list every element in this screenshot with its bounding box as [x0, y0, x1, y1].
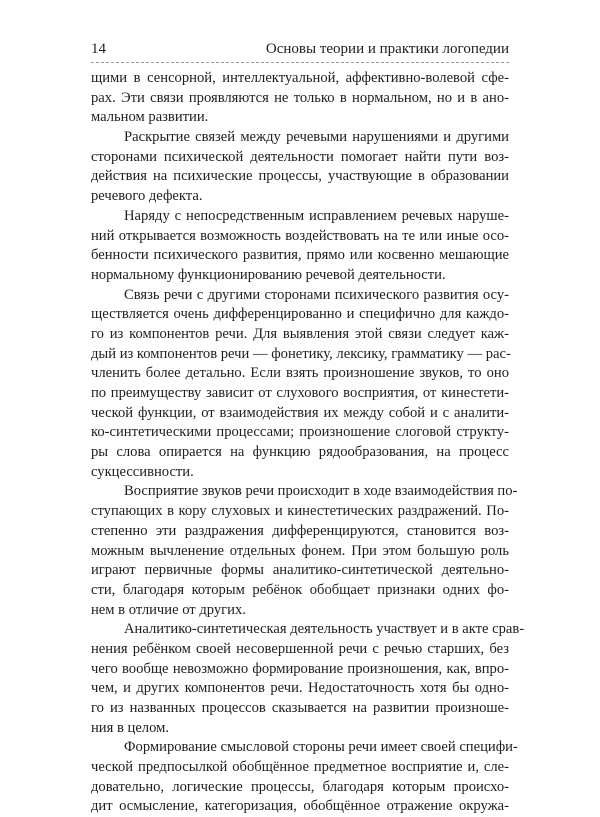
text-line: го из компонентов речи. Для выявления этой связи следует каж- — [91, 325, 509, 342]
text-line: Формирование смысловой стороны речи имеет своей специфи- — [124, 739, 518, 756]
text-line: ступающих в кору слуховых и кинестетических раздражений. По- — [91, 503, 509, 520]
text-line: дит осмысление, категоризация, обобщённое отражение окружа- — [91, 798, 509, 815]
text-line: ческой предпосылкой обобщённое предметное восприятие и, сле- — [91, 759, 509, 776]
text-line: бенности психического развития, прямо или косвенно мешающие — [91, 247, 509, 264]
text-line: Аналитико-синтетическая деятельность участвует и в акте срав- — [124, 621, 525, 638]
paragraph — [91, 482, 518, 620]
text-line: членить более детально. Если взять произношение звуков, то оно — [91, 365, 509, 382]
text-line: ществляется очень дифференцированно и специфично для каждо- — [91, 306, 509, 323]
text-line: Восприятие звуков речи происходит в ходе взаимодействия по- — [124, 483, 518, 500]
paragraph — [91, 620, 525, 738]
text-line: Связь речи с другими сторонами психического развития осу- — [124, 286, 509, 303]
paragraph — [91, 286, 509, 483]
text-line: играют первичные формы аналитико-синтетической деятельно- — [91, 562, 509, 579]
page-number: 14 — [91, 41, 106, 57]
text-line: сукцессивности. — [91, 463, 194, 480]
text-line: можным вычленение отдельных фонем. При этом большую роль — [91, 542, 509, 559]
text-line: ры слова опирается на функцию рядообразования, на процесс — [91, 444, 509, 461]
text-line: дый из компонентов речи — фонетику, лексику, грамматику — рас- — [91, 345, 511, 362]
text-line: ний открывается возможность воздействовать на те или иные осо- — [91, 227, 509, 244]
paragraph — [91, 738, 518, 817]
text-line: сти, благодаря которым ребёнок обобщает признаки одних фо- — [91, 581, 509, 598]
text-line: Наряду с непосредственным исправлением речевых наруше- — [124, 207, 509, 224]
text-line: чего вообще невозможно формирование произношения, как, впро- — [91, 660, 509, 677]
text-line: действия на психические процессы, участвующие в образовании — [91, 168, 509, 185]
text-line: нения ребёнком своей несовершенной речи с речью старших, без — [91, 640, 509, 657]
paragraph — [91, 207, 509, 286]
text-line: степенно эти раздражения дифференцируются, становится воз- — [91, 522, 509, 539]
body-text — [91, 69, 525, 817]
text-line: го из названных процессов сказывается на развитии произноше- — [91, 700, 509, 716]
paragraph — [91, 69, 509, 128]
text-line: Раскрытие связей между речевыми нарушениями и другими — [124, 129, 509, 146]
text-line: сторонами психической деятельности помогает найти пути воз- — [91, 148, 509, 165]
text-line: мальном развитии. — [91, 109, 209, 126]
header-divider — [91, 62, 509, 63]
text-line: ния в целом. — [91, 719, 169, 736]
text-line: нем в отличие от других. — [91, 601, 246, 618]
text-line: чем, и других компонентов речи. Недостаточность хотя бы одно- — [91, 680, 509, 697]
text-line: нормальному функционированию речевой деятельности. — [91, 266, 446, 283]
running-head — [91, 39, 509, 61]
running-head-title: Основы теории и практики логопедии — [265, 41, 509, 57]
text-line: речевого дефекта. — [91, 188, 203, 205]
paragraph — [91, 128, 509, 207]
text-line: по преимуществу зависит от слухового восприятия, от кинестети- — [91, 385, 509, 401]
text-line: ческой функции, от взаимодействия их между собой и с аналити- — [91, 404, 509, 421]
text-line: рах. Эти связи проявляются не только в нормальном, но и в ано- — [91, 89, 509, 106]
text-line: ко-синтетическими процессами; произношение слоговой структу- — [91, 424, 509, 441]
text-line: щими в сенсорной, интеллектуальной, аффективно-волевой сфе- — [91, 70, 509, 86]
text-line: довательно, логические процессы, благодаря которым происхо- — [91, 778, 509, 795]
